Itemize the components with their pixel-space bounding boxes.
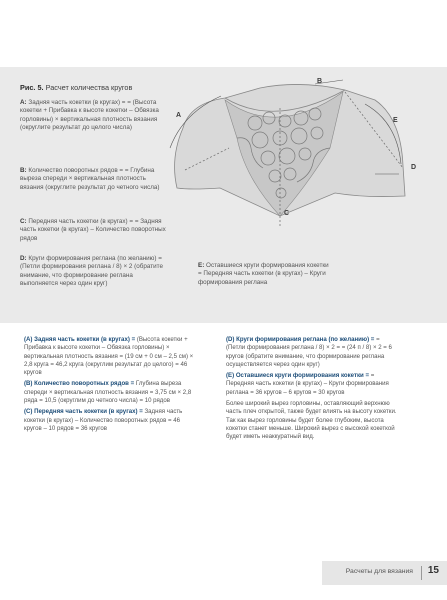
footer-divider	[421, 566, 422, 580]
legend-item-c: C: Передняя часть кокетки (в кругах) = = Задняя часть кокетки (в кругах) – Количество поворотных рядов	[20, 218, 166, 242]
paragraph-note: Более широкий вырез горловины, оставляющий верхнюю часть плеч открытой, также будет влиять на высоту кокетки. Так как вырез горловины будет более глубоким, высота кокетки станет меньше. Широкий вырез с высокой кокеткой будет иметь неаккуратный вид.	[226, 399, 397, 441]
diagram-label-e: E	[393, 117, 398, 124]
footer-section-title: Расчеты для вязания	[345, 568, 413, 575]
page-footer	[322, 561, 447, 585]
figure-caption: Рис. 5. Расчет количества кругов	[20, 83, 133, 92]
page-number: 15	[427, 565, 439, 576]
legend-item-d: D: Круги формирования реглана (по желанию) = (Петли формирования реглана / 8) × 2 (обратите внимание, что формирование реглана выполняется через один круг)	[20, 255, 163, 287]
paragraph-a: (A) Задняя часть кокетки (в кругах) = (Высота кокетки + Прибавка к высоте кокетки – Обвязка горловины) × вертикальная плотность вязания = (19 см + 0 см – 2,5 см) × 2,8 круга = 46,2 круга (округлим результат до целого) = 46 кругов	[24, 336, 194, 377]
yoke-diagram	[165, 78, 415, 238]
legend-item-e: E: Оставшиеся круги формирования кокетки = Передняя часть кокетки (в кругах) – Круги формирования реглана	[198, 262, 329, 286]
legend-item-b: B: Количество поворотных рядов = = Глубина выреза спереди × вертикальная плотность вязания (округлите результат до четного числа)	[20, 167, 160, 191]
diagram-label-d: D	[411, 164, 417, 171]
right-column	[226, 336, 398, 444]
paragraph-c: (C) Передняя часть кокетки (в кругах) = Задняя часть кокетки (в кругах) – Количество поворотных рядов = 46 кругов – 10 рядов = 36 кругов	[24, 408, 183, 432]
diagram-label-b: B	[317, 78, 323, 85]
diagram-label-c: C	[284, 210, 290, 217]
paragraph-b: (B) Количество поворотных рядов = Глубина выреза спереди × вертикальная плотность вязания = 3,75 см × 2,8 ряда = 10,5 (округлим до четного числа) = 10 рядов	[24, 380, 192, 404]
diagram-label-a: A	[176, 112, 182, 119]
paragraph-e: (E) Оставшиеся круги формирования кокетки = = Передняя часть кокетки (в кругах) – Круги формирования реглана = 36 кругов – 6 кругов = 30 кругов	[226, 372, 389, 396]
left-column	[24, 336, 194, 436]
legend-item-a: A: Задняя часть кокетки (в кругах) = = (Высота кокетки + Прибавка к высоте кокетки – Обвязка горловины) × вертикальная плотность вязания (округлите результат до целого числа)	[20, 99, 159, 131]
paragraph-d: (D) Круги формирования реглана (по желанию) = = (Петли формирования реглана / 8) × 2 = = (24 п / 8) × 2 = 6 кругов (обратите внимание, что формирование реглана осуществляется через один круг)	[226, 336, 392, 368]
